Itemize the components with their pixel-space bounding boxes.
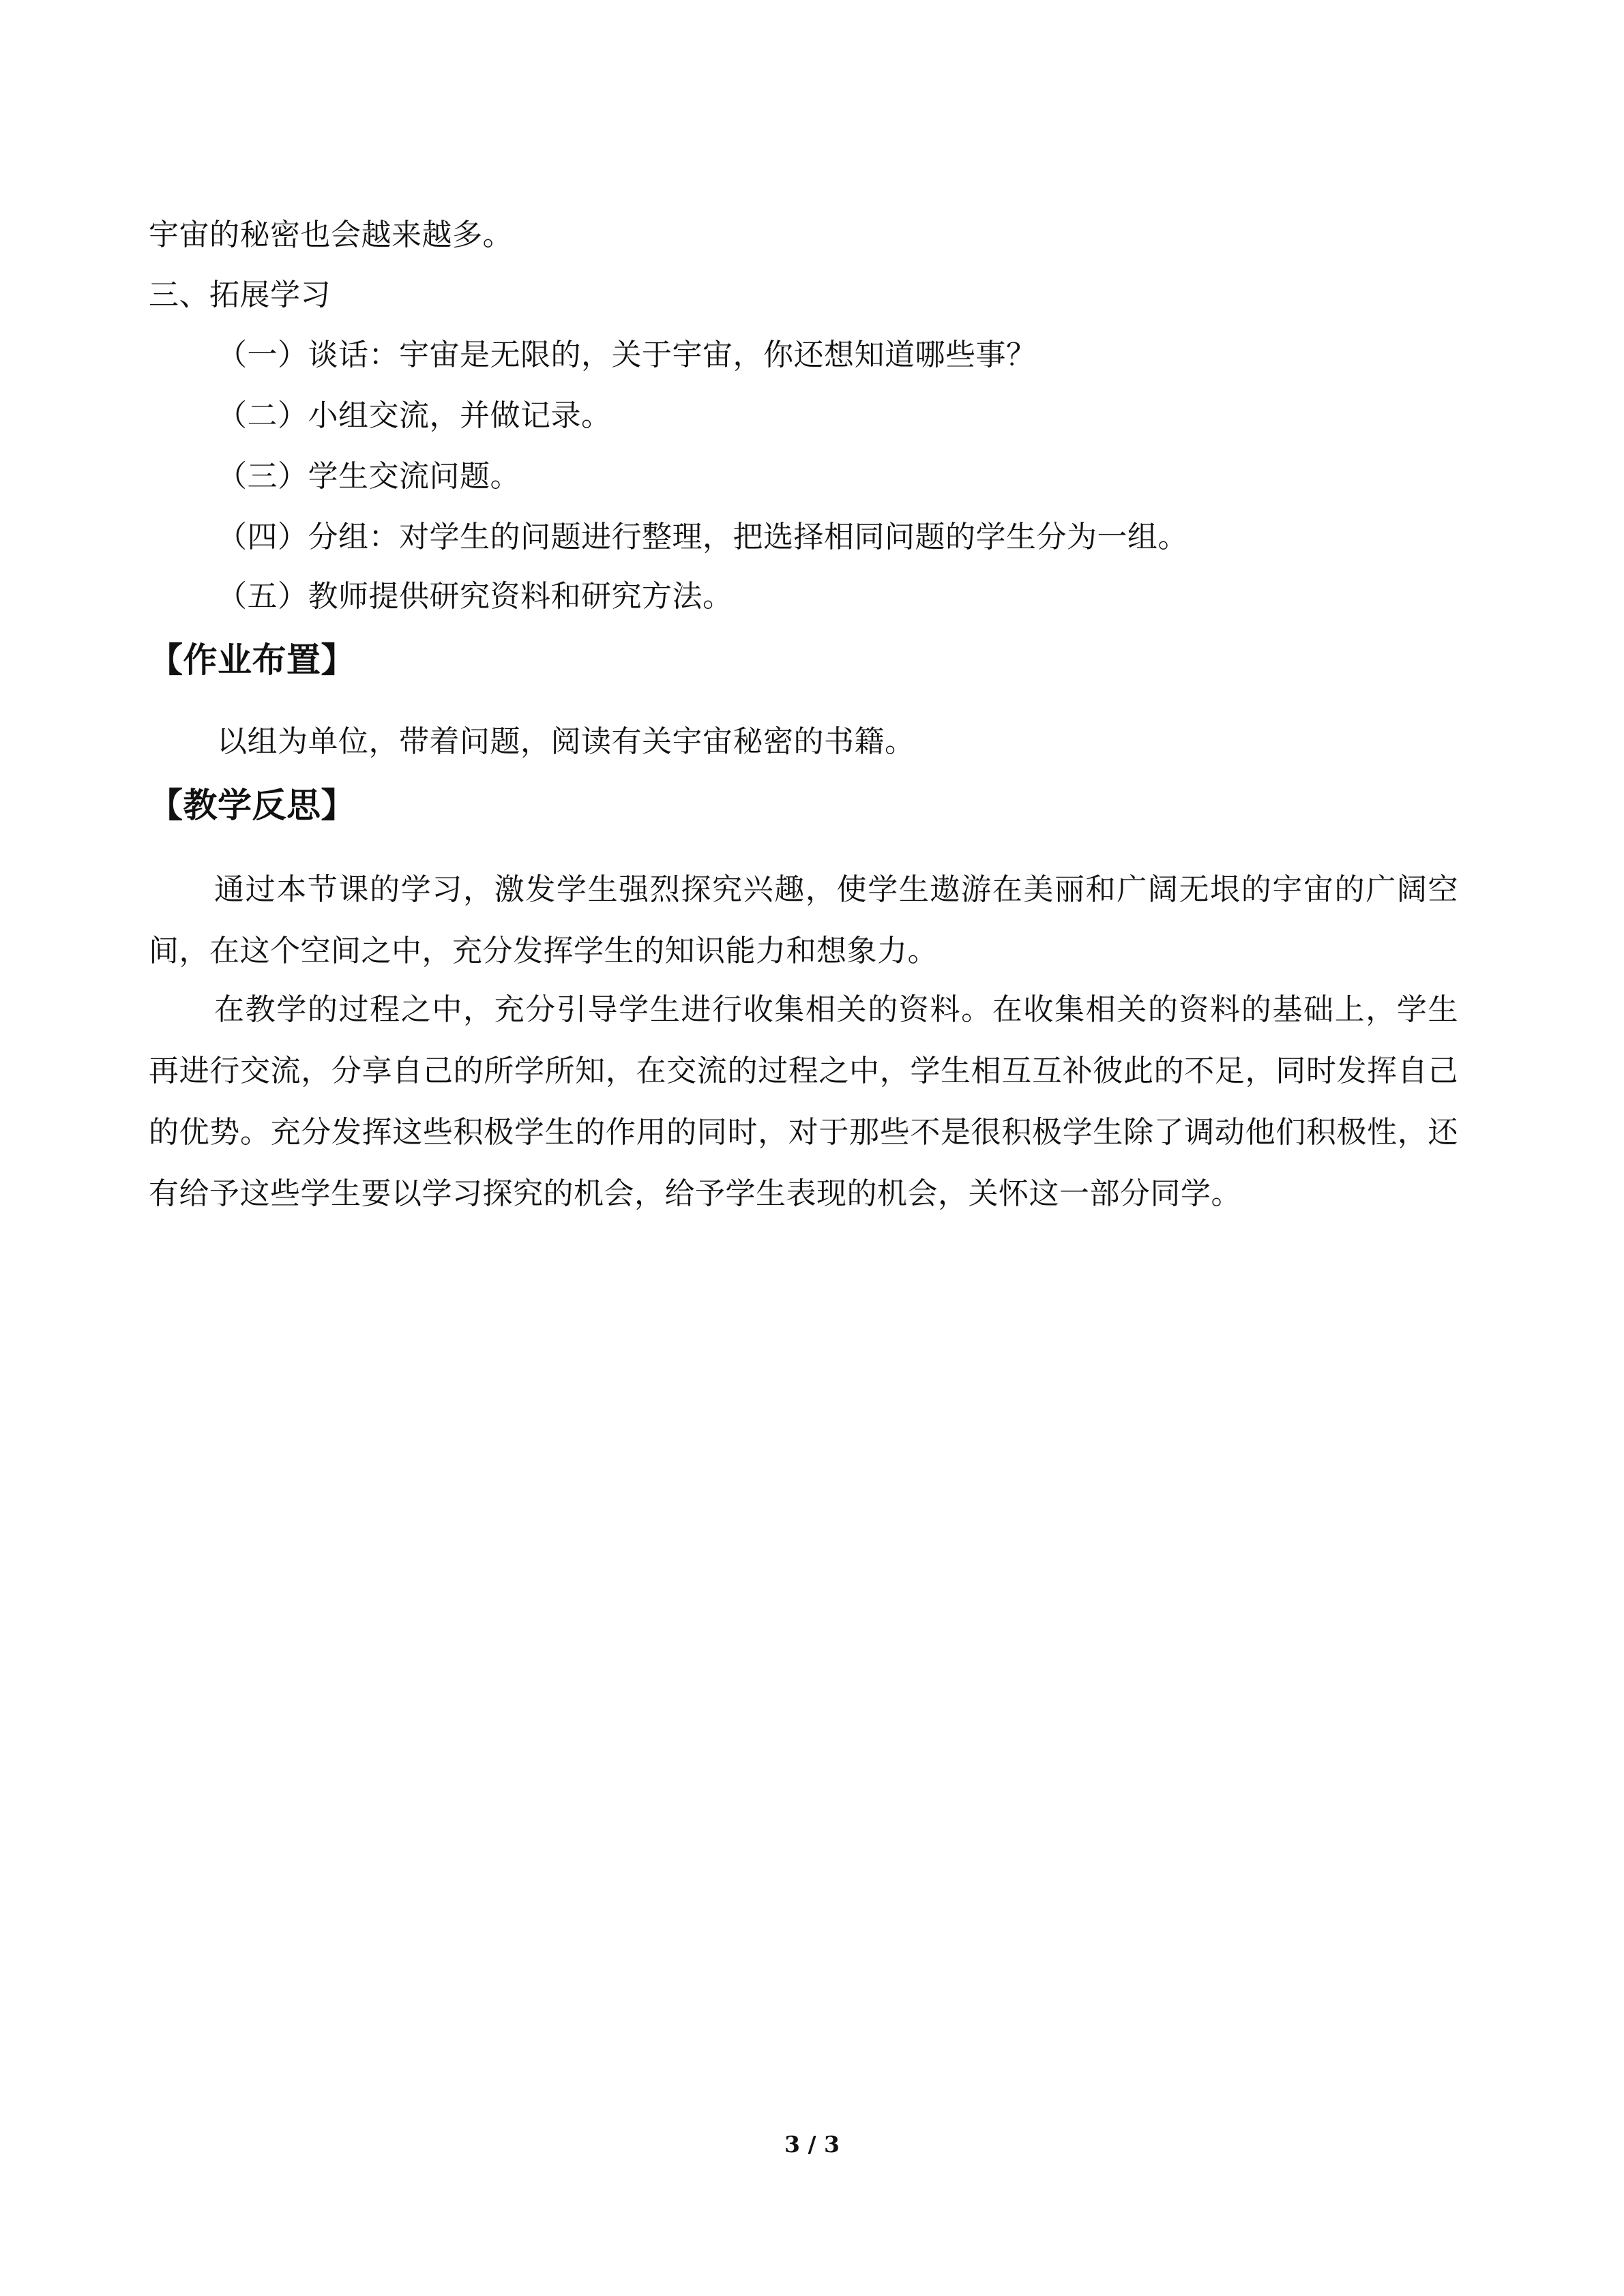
reflection-paragraph-2: 在教学的过程之中，充分引导学生进行收集相关的资料。在收集相关的资料的基础上，学生再进行交流，分享自己的所学所知，在交流的过程之中，学生相互互补彼此的不足，同时发挥自己的优势。充分发挥这些积极学生的作用的同时，对于那些不是很积极学生除了调动他们积极性，还有给予这些学生要以学习探究的机会，给予学生表现的机会，关怀这一部分同学。 bbox=[149, 992, 1458, 1211]
page-number: 3 / 3 bbox=[784, 2131, 840, 2158]
homework-text: 以组为单位，带着问题，阅读有关宇宙秘密的书籍。 bbox=[217, 724, 915, 759]
reflection-heading: 【教学反思】 bbox=[149, 786, 355, 825]
section-three-item-4: （四）分组：对学生的问题进行整理，把选择相同问题的学生分为一组。 bbox=[217, 520, 1188, 554]
reflection-paragraph-1: 通过本节课的学习，激发学生强烈探究兴趣，使学生遨游在美丽和广阔无垠的宇宙的广阔空间，在这个空间之中，充分发挥学生的知识能力和想象力。 bbox=[149, 872, 1458, 968]
section-three-item-3: （三）学生交流问题。 bbox=[217, 459, 520, 494]
section-three-item-1: （一）谈话：宇宙是无限的，关于宇宙，你还想知道哪些事？ bbox=[217, 338, 1037, 372]
section-three-title: 三、拓展学习 bbox=[149, 278, 331, 312]
continuation-line: 宇宙的秘密也会越来越多。 bbox=[149, 218, 513, 252]
section-three-item-2: （二）小组交流，并做记录。 bbox=[217, 398, 612, 433]
section-three-item-5: （五）教师提供研究资料和研究方法。 bbox=[217, 579, 733, 614]
homework-heading: 【作业布置】 bbox=[149, 640, 355, 680]
